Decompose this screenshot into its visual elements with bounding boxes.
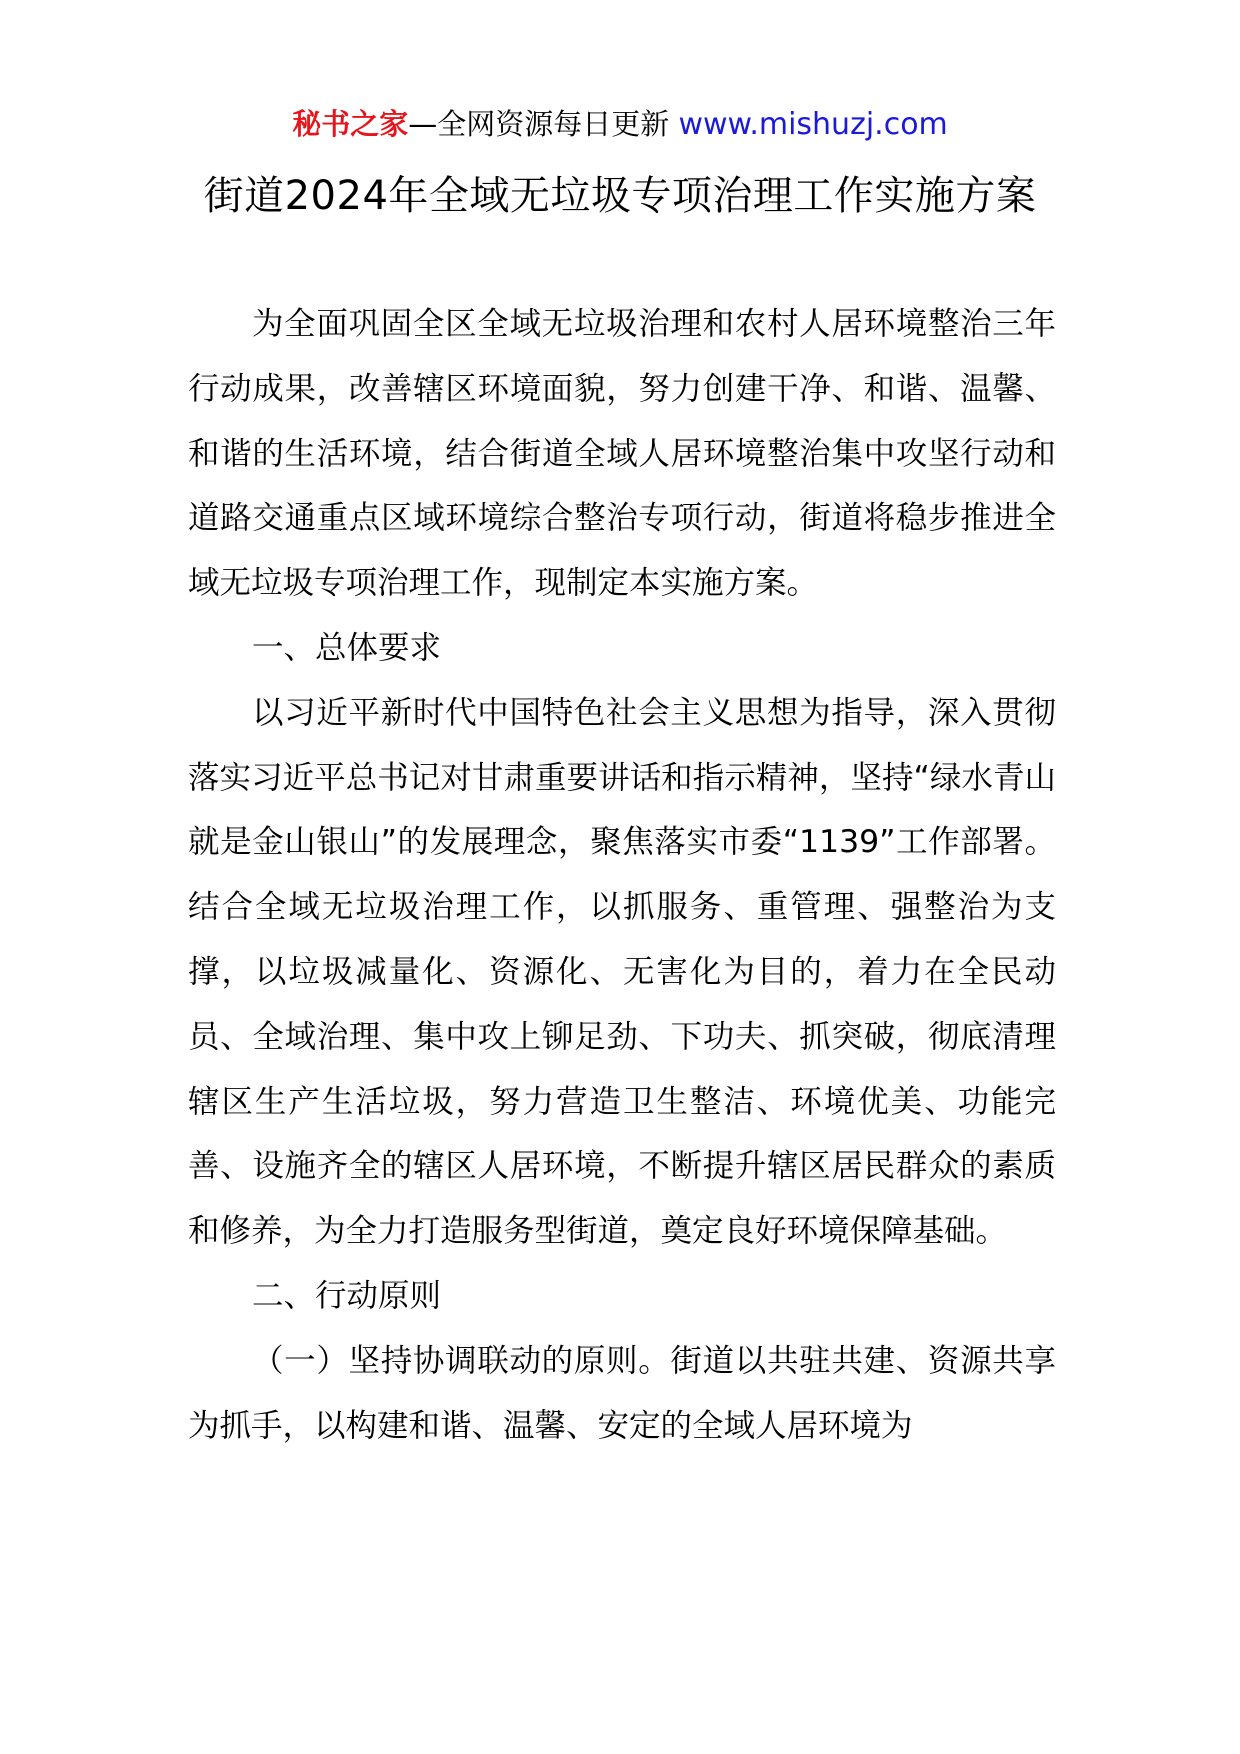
document-body [188, 292, 1056, 1458]
site-header [0, 104, 1240, 145]
document-title: 街道2024年全域无垃圾专项治理工作实施方案 [203, 173, 1037, 219]
section-2-item-1-paragraph: （一）坚持协调联动的原则。街道以共驻共建、资源共享为抓手，以构建和谐、温馨、安定的全域人居环境为 [188, 1342, 1056, 1444]
site-name: 秘书之家 [292, 107, 409, 141]
site-slogan: —全网资源每日更新 [408, 107, 670, 141]
section-heading-1: 一、总体要求 [252, 629, 442, 666]
site-url-link[interactable]: www.mishuzj.com [678, 107, 948, 142]
section-heading-2: 二、行动原则 [252, 1277, 442, 1314]
section-1-paragraph: 以习近平新时代中国特色社会主义思想为指导，深入贯彻落实习近平总书记对甘肃重要讲话和指示精神，坚持“绿水青山就是金山银山”的发展理念，聚焦落实市委“1139”工作部署。结合全域无垃圾治理工作，以抓服务、重管理、强整治为支撑，以垃圾减量化、资源化、无害化为目的，着力在全民动员、全域治理、集中攻上铆足劲、下功夫、抓突破，彻底清理辖区生产生活垃圾，努力营造卫生整洁、环境优美、功能完善、设施齐全的辖区人居环境，不断提升辖区居民群众的素质和修养，为全力打造服务型街道，奠定良好环境保障基础。 [188, 694, 1056, 1250]
intro-paragraph: 为全面巩固全区全域无垃圾治理和农村人居环境整治三年行动成果，改善辖区环境面貌，努力创建干净、和谐、温馨、和谐的生活环境，结合街道全域人居环境整治集中攻坚行动和道路交通重点区域环境综合整治专项行动，街道将稳步推进全域无垃圾专项治理工作，现制定本实施方案。 [188, 306, 1056, 602]
